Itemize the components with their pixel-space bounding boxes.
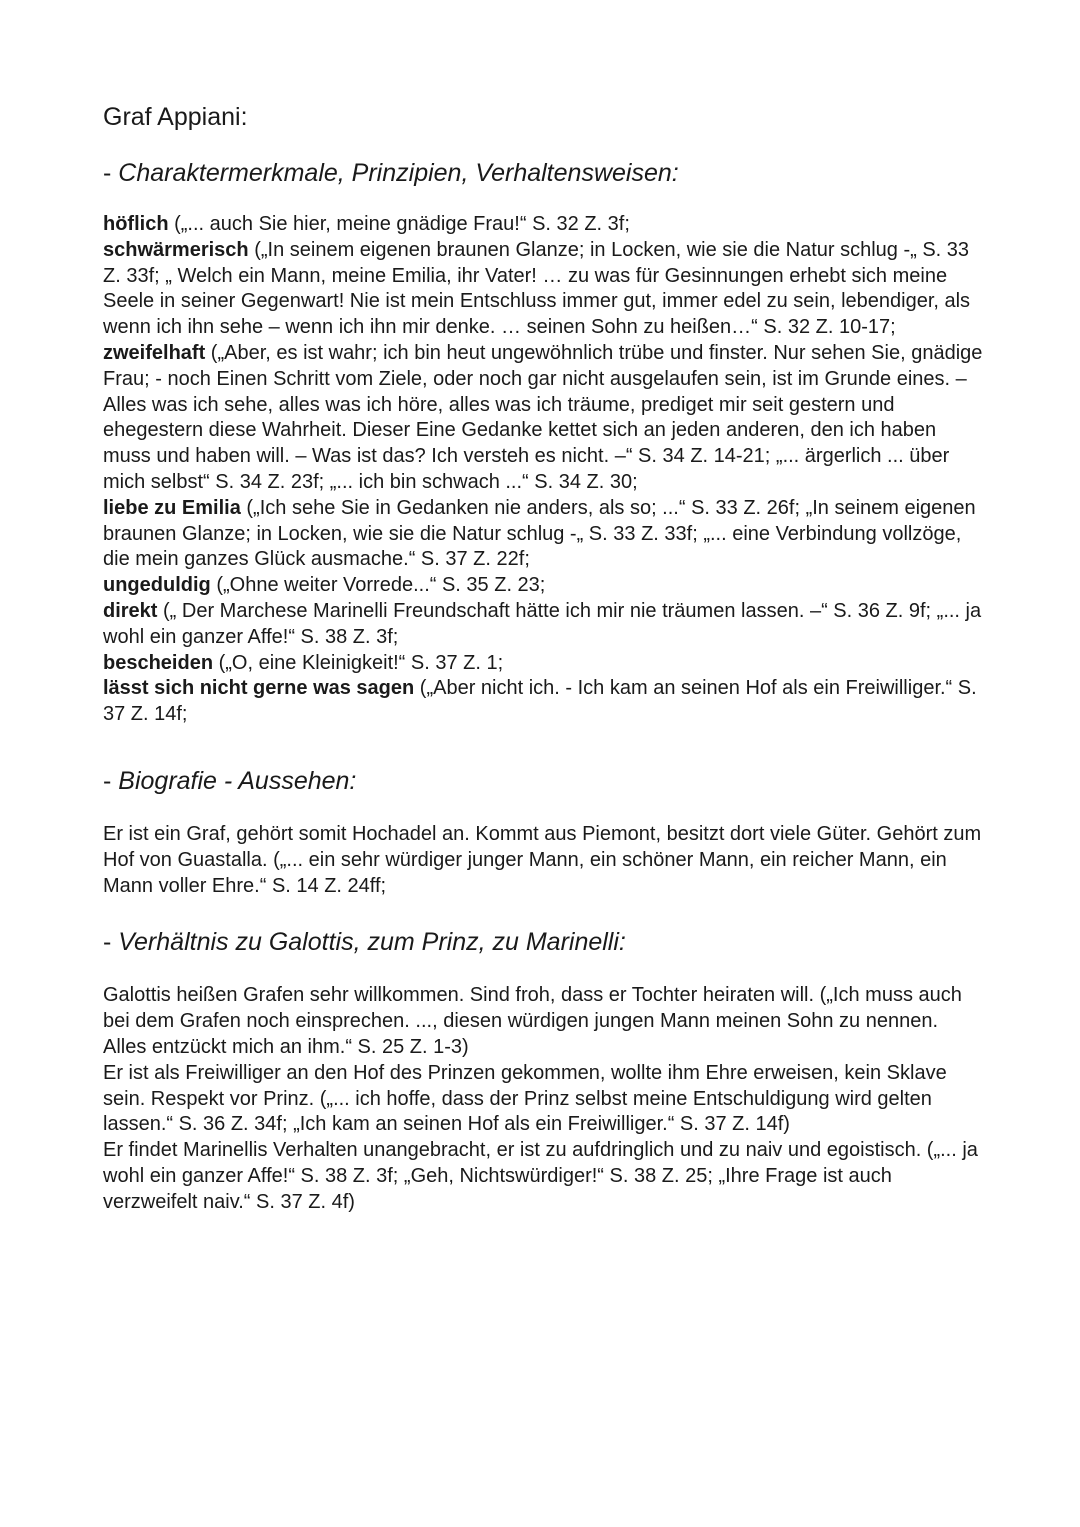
trait-evidence: („In seinem eigenen braunen Glanze; in Locken, wie sie die Natur schlug -„ S. 33 Z. 33f; „ Welch ein Mann, meine Emilia, ihr Vater! … zu was für Gesinnungen erhebt sich meine Seele in seiner Gegenwart! Nie ist mein Entschluss immer gut, immer edel zu sein, lebendiger, als wenn ich ihn sehe – wenn ich ihn mir denke. … seinen Sohn zu heißen…“ S. 32 Z. 10-17;	[103, 238, 971, 339]
trait-evidence: („Ich sehe Sie in Gedanken nie anders, als so; ...“ S. 33 Z. 26f; „In seinem eigenen braunen Glanze; in Locken, wie sie die Natur schlug -„ S. 33 Z. 33f; „... eine Verbindung vollzöge, die mein ganzes Glück ausmache.“ S. 37 Z. 22f;	[103, 496, 976, 571]
relations-paragraph: Er ist als Freiwilliger an den Hof des Prinzen gekommen, wollte ihm Ehre erweisen, kein Sklave sein. Respekt vor Prinz. („... ich hoffe, dass der Prinz selbst meine Entschuldigung wird gelten lassen.“ S. 36 Z. 34f; „Ich kam an seinen Hof als ein Freiwilliger.“ S. 37 Z. 14f)	[103, 1061, 947, 1136]
trait-term: ungeduldig	[103, 574, 211, 597]
relations-body	[103, 983, 983, 1215]
trait-item	[103, 573, 983, 599]
trait-item	[103, 238, 983, 341]
section-heading-traits	[103, 156, 983, 190]
biography-paragraph: Er ist ein Graf, gehört somit Hochadel an. Kommt aus Piemont, besitzt dort viele Güter. Gehört zum Hof von Guastalla. („... ein sehr würdiger junger Mann, ein schöner Mann, ein reicher Mann, ein Mann voller Ehre.“ S. 14 Z. 24ff;	[103, 822, 982, 897]
trait-term: liebe zu Emilia	[103, 496, 241, 519]
trait-evidence: („ Der Marchese Marinelli Freundschaft hätte ich mir nie träumen lassen. –“ S. 36 Z. 9f; „... ja wohl ein ganzer Affe!“ S. 38 Z. 3f;	[103, 599, 982, 648]
heading-dash: -	[103, 766, 119, 795]
trait-term: bescheiden	[103, 651, 214, 674]
relations-paragraph: Galottis heißen Grafen sehr willkommen. Sind froh, dass er Tochter heiraten will. („Ich muss auch bei dem Grafen noch einsprechen. ..., diesen würdigen jungen Mann meinen Sohn zu nennen. Alles entzückt mich an ihm.“ S. 25 Z. 1-3)	[103, 984, 962, 1058]
trait-item	[103, 212, 983, 238]
trait-evidence: („Ohne weiter Vorrede...“ S. 35 Z. 23;	[210, 574, 546, 597]
trait-term: lässt sich nicht gerne was sagen	[103, 677, 415, 700]
trait-term: schwärmerisch	[103, 238, 249, 261]
trait-term: zweifelhaft	[103, 341, 206, 364]
section-heading-biography	[103, 764, 983, 798]
section-heading-relations	[103, 925, 983, 959]
heading-dash: -	[103, 928, 119, 957]
trait-term: höflich	[103, 213, 169, 235]
trait-item	[103, 341, 983, 496]
heading-dash: -	[103, 159, 119, 187]
document-page	[103, 100, 983, 1216]
document-title: Graf Appiani:	[103, 103, 248, 131]
trait-evidence: („Aber, es ist wahr; ich bin heut ungewöhnlich trübe und finster. Nur sehen Sie, gnädige Frau; - noch Einen Schritt vom Ziele, oder noch gar nicht ausgelaufen sein, ist im Grunde eines. – Alles was ich sehe, alles was ich höre, alles was ich träume, prediget mir seit gestern und ehegestern diese Wahrheit. Dieser Eine Gedanke kettet sich an jeden anderen, den ich haben muss und haben will. – Was ist das? Ich versteh es nicht. –“ S. 34 Z. 14-21; „... ärgerlich ... über mich selbst“ S. 34 Z. 23f; „... ich bin schwach ...“ S. 34 Z. 30;	[103, 341, 983, 493]
heading-text: Verhältnis zu Galottis, zum Prinz, zu Marinelli:	[118, 928, 626, 957]
heading-text: Charaktermerkmale, Prinzipien, Verhaltensweisen:	[118, 159, 679, 187]
trait-evidence: („... auch Sie hier, meine gnädige Frau!“ S. 32 Z. 3f;	[168, 213, 630, 235]
trait-evidence: („O, eine Kleinigkeit!“ S. 37 Z. 1;	[213, 651, 504, 674]
trait-term: direkt	[103, 599, 158, 622]
trait-list	[103, 212, 983, 728]
trait-item	[103, 599, 983, 651]
trait-item	[103, 651, 983, 677]
trait-item	[103, 676, 983, 728]
relations-paragraph: Er findet Marinellis Verhalten unangebracht, er ist zu aufdringlich und zu naiv und egoistisch. („... ja wohl ein ganzer Affe!“ S. 38 Z. 3f; „Geh, Nichtswürdiger!“ S. 38 Z. 25; „Ihre Frage ist auch verzweifelt naiv.“ S. 37 Z. 4f)	[103, 1139, 978, 1213]
trait-evidence: („Aber nicht ich. - Ich kam an seinen Hof als ein Freiwilliger.“ S. 37 Z. 14f;	[103, 677, 977, 726]
trait-item	[103, 496, 983, 573]
heading-text: Biografie - Aussehen:	[118, 766, 357, 795]
